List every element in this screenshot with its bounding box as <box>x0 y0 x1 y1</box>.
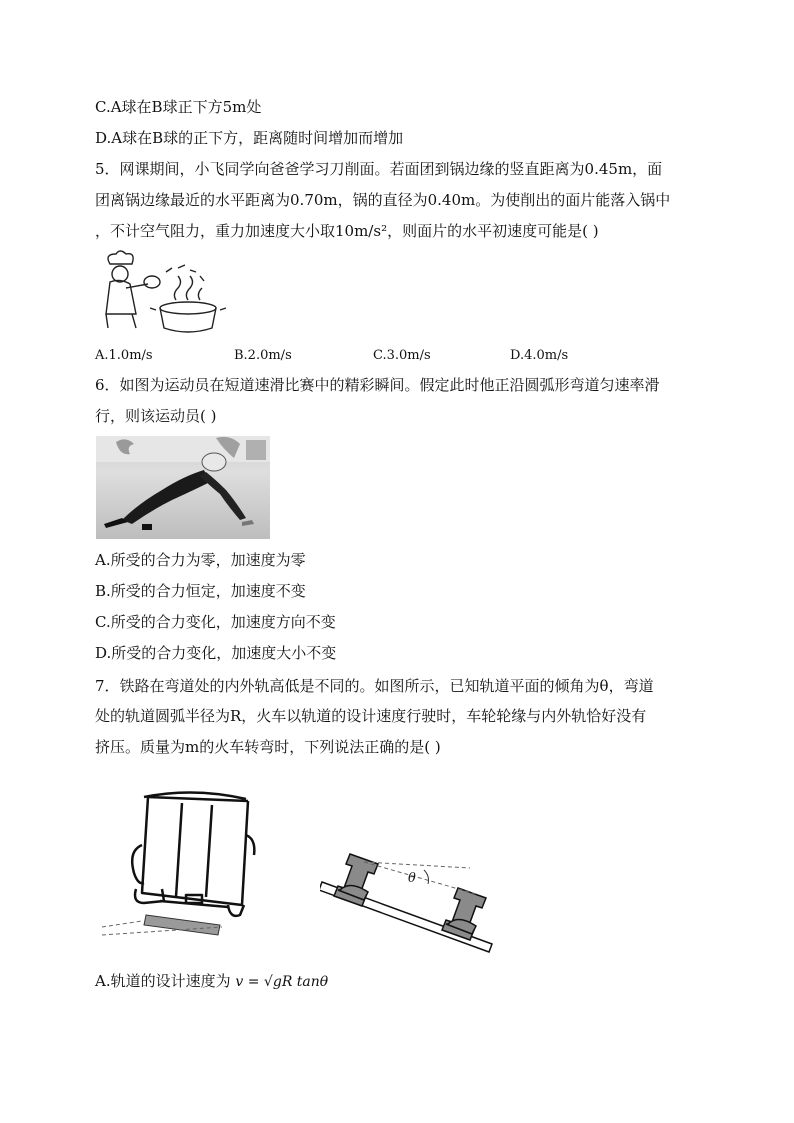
q7-option-a-formula: v = √gR tanθ <box>235 974 329 990</box>
q4-option-d: D.A球在B球的正下方，距离随时间增加而增加 <box>95 129 404 147</box>
q5-option-a: A.1.0m/s <box>95 348 153 363</box>
q5-option-c: C.3.0m/s <box>373 348 431 363</box>
chef-cutting-noodles-illustration <box>96 250 231 335</box>
q5-stem-line3: ，不计空气阻力，重力加速度大小取10m/s²，则面片的水平初速度可能是( ) <box>95 222 599 240</box>
q7-stem-line2: 处的轨道圆弧半径为R，火车以轨道的设计速度行驶时，车轮轮缘与内外轨恰好没有 <box>95 707 647 725</box>
q5-stem-line2: 团离锅边缘最近的水平距离为0.70m，锅的直径为0.40m。为使削出的面片能落入锅中 <box>95 191 671 209</box>
rail-cross-section-diagram <box>320 840 500 955</box>
q5-option-d: D.4.0m/s <box>510 348 569 363</box>
speed-skater-photo <box>96 436 270 539</box>
q5-stem-line1: 5．网课期间，小飞同学向爸爸学习刀削面。若面团到锅边缘的竖直距离为0.45m，面 <box>95 160 663 178</box>
q6-stem-line2: 行，则该运动员( ) <box>95 407 217 425</box>
q6-option-a: A.所受的合力为零，加速度为零 <box>95 551 306 569</box>
theta-label: θ <box>408 871 416 886</box>
q5-option-b: B.2.0m/s <box>234 348 292 363</box>
q7-option-a-text: A.轨道的设计速度为 <box>95 972 231 990</box>
q7-option-a <box>95 971 328 992</box>
q6-stem-line1: 6．如图为运动员在短道速滑比赛中的精彩瞬间。假定此时他正沿圆弧形弯道匀速率滑 <box>95 376 660 394</box>
q7-stem-line3: 挤压。质量为m的火车转弯时，下列说法正确的是( ) <box>95 738 441 756</box>
train-on-banked-curve-diagram <box>100 775 260 940</box>
q6-option-b: B.所受的合力恒定，加速度不变 <box>95 582 306 600</box>
q4-option-c: C.A球在B球正下方5m处 <box>95 98 262 116</box>
q7-stem-line1: 7．铁路在弯道处的内外轨高低是不同的。如图所示，已知轨道平面的倾角为θ，弯道 <box>95 677 654 695</box>
q6-option-c: C.所受的合力变化，加速度方向不变 <box>95 613 336 631</box>
q6-option-d: D.所受的合力变化，加速度大小不变 <box>95 644 337 662</box>
